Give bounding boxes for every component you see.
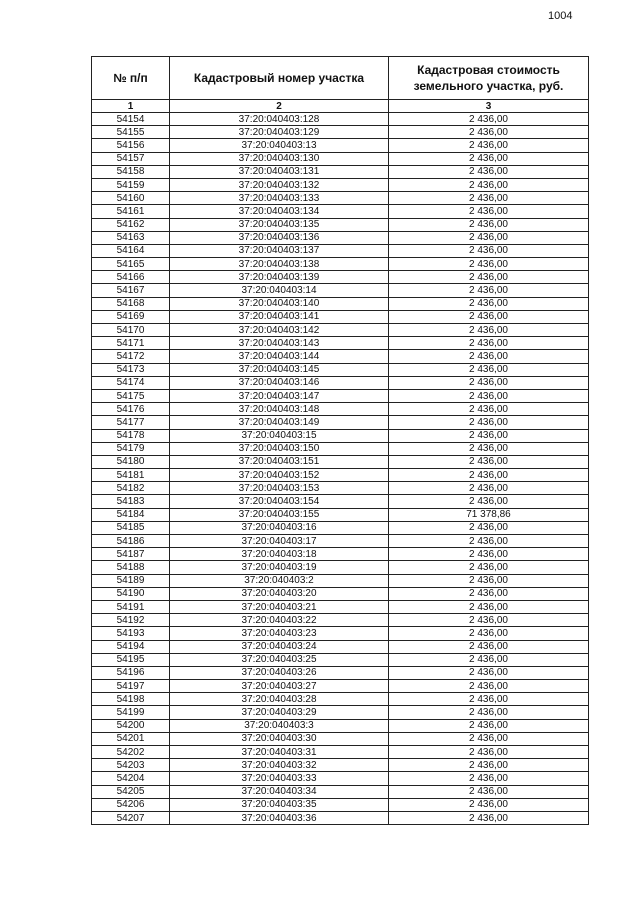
table-row — [92, 719, 589, 732]
cadastral-number-cell: 37:20:040403:25 — [170, 653, 389, 666]
cadastral-number-cell: 37:20:040403:155 — [170, 508, 389, 521]
row-number-cell: 54154 — [92, 113, 170, 126]
table-row — [92, 284, 589, 297]
cadastral-value-cell: 2 436,00 — [389, 455, 589, 468]
cadastral-number-cell: 37:20:040403:13 — [170, 139, 389, 152]
table-row — [92, 337, 589, 350]
cadastral-number-cell: 37:20:040403:29 — [170, 706, 389, 719]
row-number-cell: 54169 — [92, 310, 170, 323]
table-row — [92, 508, 589, 521]
table-row — [92, 798, 589, 811]
cadastral-number-cell: 37:20:040403:27 — [170, 680, 389, 693]
row-number-cell: 54179 — [92, 442, 170, 455]
cadastral-value-cell: 2 436,00 — [389, 548, 589, 561]
column-number-row — [92, 100, 589, 113]
cadastral-value-cell: 71 378,86 — [389, 508, 589, 521]
row-number-cell: 54164 — [92, 244, 170, 257]
cadastral-number-cell: 37:20:040403:14 — [170, 284, 389, 297]
row-number-cell: 54191 — [92, 600, 170, 613]
cadastral-value-cell: 2 436,00 — [389, 192, 589, 205]
cadastral-value-cell: 2 436,00 — [389, 113, 589, 126]
cadastral-value-cell: 2 436,00 — [389, 746, 589, 759]
table-row — [92, 416, 589, 429]
row-number-cell: 54163 — [92, 231, 170, 244]
table-row — [92, 680, 589, 693]
table-row — [92, 548, 589, 561]
table-row — [92, 376, 589, 389]
cadastral-number-cell: 37:20:040403:17 — [170, 535, 389, 548]
row-number-cell: 54167 — [92, 284, 170, 297]
table-row — [92, 258, 589, 271]
cadastral-value-cell: 2 436,00 — [389, 363, 589, 376]
row-number-cell: 54170 — [92, 324, 170, 337]
cadastral-number-cell: 37:20:040403:33 — [170, 772, 389, 785]
cadastral-value-cell: 2 436,00 — [389, 693, 589, 706]
table-row — [92, 614, 589, 627]
cadastral-value-cell: 2 436,00 — [389, 416, 589, 429]
header-row-number: № п/п — [92, 57, 170, 100]
row-number-cell: 54175 — [92, 389, 170, 402]
cadastral-number-cell: 37:20:040403:31 — [170, 746, 389, 759]
table-row — [92, 640, 589, 653]
cadastral-value-cell: 2 436,00 — [389, 152, 589, 165]
cadastral-value-cell: 2 436,00 — [389, 811, 589, 824]
table-row — [92, 811, 589, 824]
page-number: 1004 — [548, 10, 573, 22]
cadastral-value-cell: 2 436,00 — [389, 495, 589, 508]
row-number-cell: 54156 — [92, 139, 170, 152]
row-number-cell: 54176 — [92, 403, 170, 416]
table-row — [92, 310, 589, 323]
table-header — [92, 57, 589, 113]
table-body — [92, 113, 589, 825]
table-row — [92, 429, 589, 442]
cadastral-value-cell: 2 436,00 — [389, 442, 589, 455]
cadastral-value-cell: 2 436,00 — [389, 600, 589, 613]
cadastral-number-cell: 37:20:040403:19 — [170, 561, 389, 574]
cadastral-number-cell: 37:20:040403:153 — [170, 482, 389, 495]
cadastral-number-cell: 37:20:040403:2 — [170, 574, 389, 587]
cadastral-value-cell: 2 436,00 — [389, 535, 589, 548]
header-cadastral-number: Кадастровый номер участка — [170, 57, 389, 100]
row-number-cell: 54161 — [92, 205, 170, 218]
row-number-cell: 54195 — [92, 653, 170, 666]
table-row — [92, 482, 589, 495]
row-number-cell: 54192 — [92, 614, 170, 627]
cadastral-number-cell: 37:20:040403:144 — [170, 350, 389, 363]
row-number-cell: 54159 — [92, 178, 170, 191]
table-row — [92, 574, 589, 587]
cadastral-value-cell: 2 436,00 — [389, 231, 589, 244]
cadastral-number-cell: 37:20:040403:138 — [170, 258, 389, 271]
cadastral-number-cell: 37:20:040403:141 — [170, 310, 389, 323]
cadastral-number-cell: 37:20:040403:129 — [170, 126, 389, 139]
cadastral-number-cell: 37:20:040403:146 — [170, 376, 389, 389]
row-number-cell: 54194 — [92, 640, 170, 653]
table-row — [92, 495, 589, 508]
cadastral-number-cell: 37:20:040403:23 — [170, 627, 389, 640]
cadastral-value-cell: 2 436,00 — [389, 640, 589, 653]
row-number-cell: 54187 — [92, 548, 170, 561]
table-row — [92, 363, 589, 376]
table-row — [92, 653, 589, 666]
cadastral-value-cell: 2 436,00 — [389, 627, 589, 640]
table-row — [92, 244, 589, 257]
cadastral-value-cell: 2 436,00 — [389, 337, 589, 350]
cadastral-number-cell: 37:20:040403:147 — [170, 389, 389, 402]
cadastral-value-cell: 2 436,00 — [389, 376, 589, 389]
cadastral-number-cell: 37:20:040403:36 — [170, 811, 389, 824]
row-number-cell: 54171 — [92, 337, 170, 350]
cadastral-number-cell: 37:20:040403:20 — [170, 587, 389, 600]
cadastral-number-cell: 37:20:040403:151 — [170, 455, 389, 468]
cadastral-number-cell: 37:20:040403:18 — [170, 548, 389, 561]
row-number-cell: 54185 — [92, 521, 170, 534]
row-number-cell: 54205 — [92, 785, 170, 798]
row-number-cell: 54155 — [92, 126, 170, 139]
cadastral-number-cell: 37:20:040403:130 — [170, 152, 389, 165]
row-number-cell: 54182 — [92, 482, 170, 495]
cadastral-value-cell: 2 436,00 — [389, 178, 589, 191]
cadastral-value-cell: 2 436,00 — [389, 139, 589, 152]
row-number-cell: 54204 — [92, 772, 170, 785]
column-number: 3 — [389, 100, 589, 113]
row-number-cell: 54184 — [92, 508, 170, 521]
cadastral-value-cell: 2 436,00 — [389, 350, 589, 363]
header-cadastral-value: Кадастровая стоимость земельного участка, руб. — [389, 57, 589, 100]
cadastral-value-cell: 2 436,00 — [389, 719, 589, 732]
cadastral-number-cell: 37:20:040403:142 — [170, 324, 389, 337]
table-row — [92, 113, 589, 126]
cadastral-number-cell: 37:20:040403:3 — [170, 719, 389, 732]
row-number-cell: 54186 — [92, 535, 170, 548]
cadastral-number-cell: 37:20:040403:22 — [170, 614, 389, 627]
cadastral-value-cell: 2 436,00 — [389, 310, 589, 323]
row-number-cell: 54190 — [92, 587, 170, 600]
cadastral-value-cell: 2 436,00 — [389, 785, 589, 798]
cadastral-value-cell: 2 436,00 — [389, 759, 589, 772]
cadastral-value-cell: 2 436,00 — [389, 798, 589, 811]
cadastral-number-cell: 37:20:040403:15 — [170, 429, 389, 442]
row-number-cell: 54202 — [92, 746, 170, 759]
table-row — [92, 205, 589, 218]
row-number-cell: 54198 — [92, 693, 170, 706]
row-number-cell: 54177 — [92, 416, 170, 429]
cadastral-value-cell: 2 436,00 — [389, 482, 589, 495]
cadastral-number-cell: 37:20:040403:150 — [170, 442, 389, 455]
cadastral-value-cell: 2 436,00 — [389, 297, 589, 310]
cadastral-number-cell: 37:20:040403:154 — [170, 495, 389, 508]
cadastral-value-cell: 2 436,00 — [389, 429, 589, 442]
row-number-cell: 54160 — [92, 192, 170, 205]
cadastral-value-cell: 2 436,00 — [389, 469, 589, 482]
cadastral-value-cell: 2 436,00 — [389, 403, 589, 416]
row-number-cell: 54180 — [92, 455, 170, 468]
cadastral-number-cell: 37:20:040403:152 — [170, 469, 389, 482]
table-row — [92, 666, 589, 679]
table-row — [92, 600, 589, 613]
cadastral-value-cell: 2 436,00 — [389, 772, 589, 785]
cadastral-value-cell: 2 436,00 — [389, 561, 589, 574]
row-number-cell: 54165 — [92, 258, 170, 271]
table-row — [92, 627, 589, 640]
row-number-cell: 54162 — [92, 218, 170, 231]
table-row — [92, 139, 589, 152]
cadastral-value-cell: 2 436,00 — [389, 389, 589, 402]
table-row — [92, 165, 589, 178]
row-number-cell: 54189 — [92, 574, 170, 587]
table-row — [92, 152, 589, 165]
cadastral-value-cell: 2 436,00 — [389, 126, 589, 139]
row-number-cell: 54181 — [92, 469, 170, 482]
cadastral-number-cell: 37:20:040403:149 — [170, 416, 389, 429]
row-number-cell: 54199 — [92, 706, 170, 719]
row-number-cell: 54188 — [92, 561, 170, 574]
table-row — [92, 271, 589, 284]
cadastral-number-cell: 37:20:040403:35 — [170, 798, 389, 811]
cadastral-value-cell: 2 436,00 — [389, 706, 589, 719]
row-number-cell: 54157 — [92, 152, 170, 165]
cadastral-value-cell: 2 436,00 — [389, 244, 589, 257]
table-row — [92, 693, 589, 706]
row-number-cell: 54183 — [92, 495, 170, 508]
cadastral-value-cell: 2 436,00 — [389, 521, 589, 534]
table-row — [92, 231, 589, 244]
cadastral-number-cell: 37:20:040403:21 — [170, 600, 389, 613]
table-row — [92, 350, 589, 363]
table-row — [92, 785, 589, 798]
cadastral-value-cell: 2 436,00 — [389, 614, 589, 627]
column-number: 1 — [92, 100, 170, 113]
cadastral-number-cell: 37:20:040403:134 — [170, 205, 389, 218]
row-number-cell: 54158 — [92, 165, 170, 178]
row-number-cell: 54172 — [92, 350, 170, 363]
cadastral-value-cell: 2 436,00 — [389, 732, 589, 745]
row-number-cell: 54200 — [92, 719, 170, 732]
row-number-cell: 54178 — [92, 429, 170, 442]
cadastral-number-cell: 37:20:040403:137 — [170, 244, 389, 257]
table-row — [92, 521, 589, 534]
table-row — [92, 218, 589, 231]
cadastral-number-cell: 37:20:040403:30 — [170, 732, 389, 745]
cadastral-number-cell: 37:20:040403:140 — [170, 297, 389, 310]
cadastral-number-cell: 37:20:040403:139 — [170, 271, 389, 284]
header-row — [92, 57, 589, 100]
table-row — [92, 587, 589, 600]
cadastral-number-cell: 37:20:040403:136 — [170, 231, 389, 244]
table-row — [92, 442, 589, 455]
row-number-cell: 54173 — [92, 363, 170, 376]
cadastral-number-cell: 37:20:040403:131 — [170, 165, 389, 178]
cadastral-value-cell: 2 436,00 — [389, 587, 589, 600]
cadastral-value-cell: 2 436,00 — [389, 258, 589, 271]
table-row — [92, 535, 589, 548]
cadastral-value-cell: 2 436,00 — [389, 666, 589, 679]
row-number-cell: 54206 — [92, 798, 170, 811]
cadastral-value-cell: 2 436,00 — [389, 205, 589, 218]
cadastral-number-cell: 37:20:040403:135 — [170, 218, 389, 231]
row-number-cell: 54196 — [92, 666, 170, 679]
cadastral-value-cell: 2 436,00 — [389, 324, 589, 337]
cadastral-number-cell: 37:20:040403:143 — [170, 337, 389, 350]
cadastral-value-cell: 2 436,00 — [389, 165, 589, 178]
row-number-cell: 54203 — [92, 759, 170, 772]
column-number: 2 — [170, 100, 389, 113]
row-number-cell: 54166 — [92, 271, 170, 284]
cadastral-number-cell: 37:20:040403:145 — [170, 363, 389, 376]
cadastral-value-cell: 2 436,00 — [389, 271, 589, 284]
cadastral-number-cell: 37:20:040403:148 — [170, 403, 389, 416]
table-row — [92, 403, 589, 416]
table-row — [92, 324, 589, 337]
row-number-cell: 54193 — [92, 627, 170, 640]
cadastral-number-cell: 37:20:040403:133 — [170, 192, 389, 205]
cadastral-number-cell: 37:20:040403:128 — [170, 113, 389, 126]
table-row — [92, 561, 589, 574]
table-row — [92, 706, 589, 719]
row-number-cell: 54207 — [92, 811, 170, 824]
table-row — [92, 772, 589, 785]
table-row — [92, 732, 589, 745]
table-row — [92, 759, 589, 772]
row-number-cell: 54174 — [92, 376, 170, 389]
cadastral-number-cell: 37:20:040403:32 — [170, 759, 389, 772]
table-row — [92, 455, 589, 468]
cadastral-value-cell: 2 436,00 — [389, 284, 589, 297]
table-row — [92, 297, 589, 310]
cadastral-number-cell: 37:20:040403:24 — [170, 640, 389, 653]
cadastre-table — [91, 56, 589, 825]
cadastral-value-cell: 2 436,00 — [389, 218, 589, 231]
row-number-cell: 54197 — [92, 680, 170, 693]
cadastral-number-cell: 37:20:040403:16 — [170, 521, 389, 534]
row-number-cell: 54201 — [92, 732, 170, 745]
table-row — [92, 469, 589, 482]
table-row — [92, 192, 589, 205]
cadastral-value-cell: 2 436,00 — [389, 574, 589, 587]
table-row — [92, 178, 589, 191]
table-row — [92, 126, 589, 139]
table-row — [92, 746, 589, 759]
cadastral-number-cell: 37:20:040403:26 — [170, 666, 389, 679]
cadastral-value-cell: 2 436,00 — [389, 680, 589, 693]
cadastral-number-cell: 37:20:040403:28 — [170, 693, 389, 706]
cadastral-number-cell: 37:20:040403:132 — [170, 178, 389, 191]
cadastral-value-cell: 2 436,00 — [389, 653, 589, 666]
cadastral-number-cell: 37:20:040403:34 — [170, 785, 389, 798]
row-number-cell: 54168 — [92, 297, 170, 310]
table-row — [92, 389, 589, 402]
